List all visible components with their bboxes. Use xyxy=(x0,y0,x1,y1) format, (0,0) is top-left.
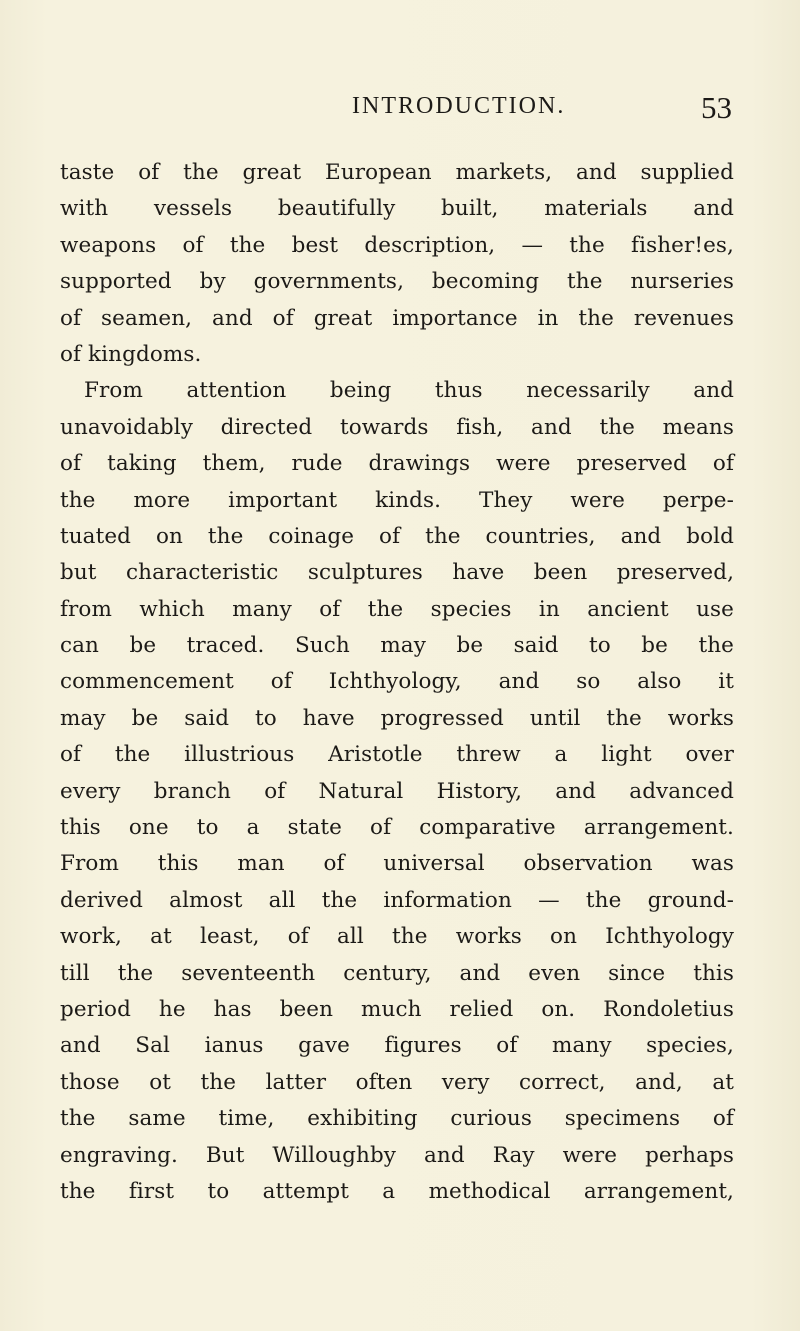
running-head xyxy=(352,90,732,133)
text-line: commencement of Ichthyology, and so also it xyxy=(60,669,734,695)
text-line: those ot the latter often very correct, and, at xyxy=(60,1069,734,1095)
text-line: From attention being thus necessarily and xyxy=(84,378,734,404)
text-line: engraving. But Willoughby and Ray were perhaps xyxy=(60,1142,734,1168)
text-line: supported by governments, becoming the nurseries xyxy=(60,269,734,295)
text-line: may be said to have progressed until the works xyxy=(60,705,734,731)
text-line: the same time, exhibiting curious specimens of xyxy=(60,1106,734,1132)
text-line: can be traced. Such may be said to be the xyxy=(60,633,734,659)
text-line: every branch of Natural History, and advanced xyxy=(60,778,734,804)
text-line: of kingdoms. xyxy=(60,341,202,367)
text-line: till the seventeenth century, and even since this xyxy=(60,960,734,986)
text-line: tuated on the coinage of the countries, and bold xyxy=(60,523,734,549)
text-line: the more important kinds. They were perpe- xyxy=(60,487,734,513)
text-line: unavoidably directed towards fish, and the means xyxy=(60,414,734,440)
text-line: taste of the great European markets, and supplied xyxy=(60,160,734,185)
text-line: the first to attempt a methodical arrangement, xyxy=(60,1178,734,1204)
text-line: period he has been much relied on. Rondoletius xyxy=(60,996,734,1022)
body-text xyxy=(60,155,734,1210)
text-line: of taking them, rude drawings were preserved of xyxy=(60,451,734,477)
text-line: from which many of the species in ancient use xyxy=(60,596,734,622)
text-line: and Sal ianus gave figures of many species, xyxy=(60,1033,734,1059)
page-number: 53 xyxy=(701,90,732,125)
text-line: derived almost all the information — the ground- xyxy=(60,887,734,913)
text-line: weapons of the best description, — the fisher!es, xyxy=(60,232,734,258)
text-line: work, at least, of all the works on Ichthyology xyxy=(60,924,734,950)
text-line: with vessels beautifully built, materials and xyxy=(60,196,734,222)
text-line: this one to a state of comparative arrangement. xyxy=(60,815,734,841)
text-line: of seamen, and of great importance in the revenues xyxy=(60,305,734,331)
text-line: of the illustrious Aristotle threw a light over xyxy=(60,742,734,768)
text-line: From this man of universal observation was xyxy=(60,851,734,877)
running-title: INTRODUCTION. xyxy=(352,93,566,119)
text-line: but characteristic sculptures have been preserved, xyxy=(60,560,734,586)
